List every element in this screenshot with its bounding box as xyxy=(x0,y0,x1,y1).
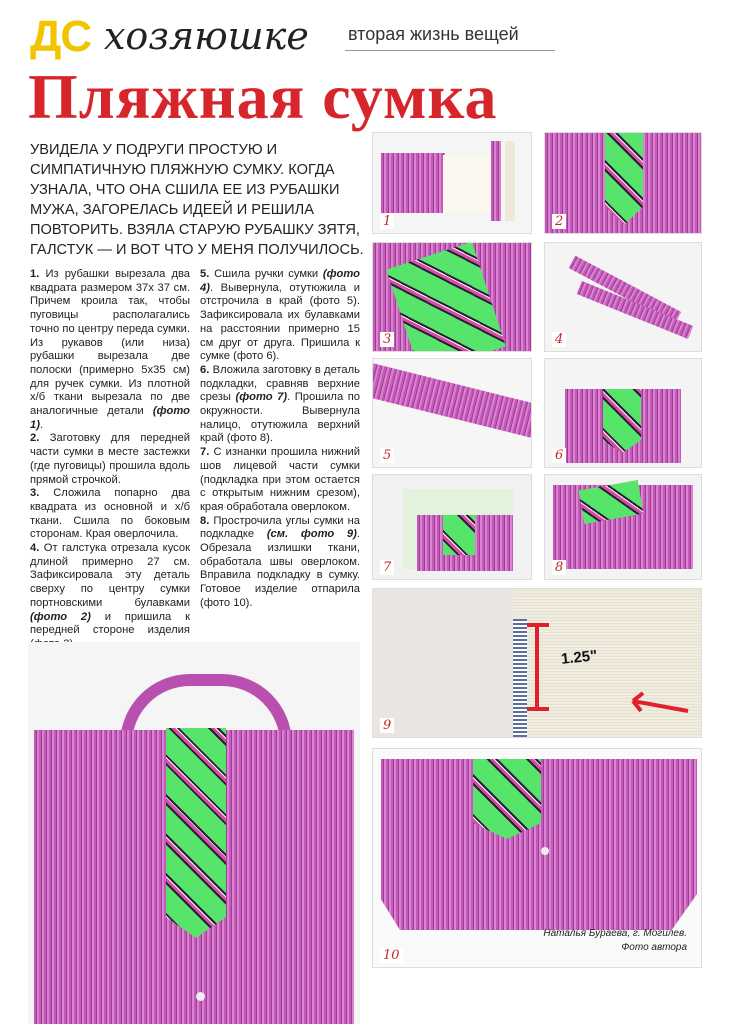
step-5: 5. Сшила ручки сумки (фото 4). Вывернула, отутюжила и отстрочила в край (фото 5). Зафиксировала их булавками на расстоянии примерно 15 см друг от друга. Пришила к сумке (фото 6). xyxy=(200,268,361,363)
photo-8 xyxy=(544,474,702,580)
step-1: 1. Из рубашки вырезала два квадрата размером 37х 37 см. Причем кроила так, чтобы пуговицы располагались точно по центру переда сумки. Из рукавов (или низа) рубашки вырезала две полоски (примерно 5х35 см) для ручек сумки. Из плотной х/б ткани вырезала по две аналогичные детали (фото 1). xyxy=(30,268,191,431)
photo-10 xyxy=(372,748,702,968)
photo-number: 4 xyxy=(552,332,566,347)
shirt-square-piece xyxy=(381,153,445,213)
photo-5 xyxy=(372,358,532,468)
photo-4 xyxy=(544,242,702,352)
step-4: 4. От галстука отрезала кусок длиной примерно 27 см. Зафиксировала эту деталь сверху по центру сумки портновскими булавками (фото 2) и пришила к передней стороне изделия xyxy=(30,542,191,637)
photo-number: 1 xyxy=(380,214,394,229)
tie-piece xyxy=(603,389,641,453)
photo-credit xyxy=(543,927,687,955)
steps-column-2 xyxy=(200,268,360,611)
measurement-annotation xyxy=(523,619,693,719)
shirt-button xyxy=(196,992,205,1001)
step-2: 2. Заготовку для передней части сумки в месте застежки (где пуговицы) прошила вдоль прямой строчкой. xyxy=(30,432,190,486)
photo-2 xyxy=(544,132,702,234)
magazine-logo: ДС xyxy=(30,12,92,61)
rubric-title: хозяюшке xyxy=(104,14,309,58)
photo-number: 6 xyxy=(552,448,566,463)
photo-number: 10 xyxy=(380,948,403,963)
steps-column-1 xyxy=(30,268,190,652)
photo-number: 5 xyxy=(380,448,394,463)
article-intro: УВИДЕЛА У ПОДРУГИ ПРОСТУЮ И СИМПАТИЧНУЮ ПЛЯЖНУЮ СУМКУ. КОГДА УЗНАЛА, ЧТО ОНА СШИЛА ЕЕ ИЗ РУБАШКИ МУЖА, ЗАГОРЕЛАСЬ ИДЕЕЙ И РЕШИЛА ПОВТОРИТЬ. ВЗЯЛА СТАРУЮ РУБАШКУ ЗЯТЯ, ГАЛСТУК — И ВОТ ЧТО У МЕНЯ ПОЛУЧИЛОСЬ. xyxy=(30,142,364,258)
author-credit: Наталья Бураева, г. Могилев. xyxy=(543,928,687,939)
photo-6 xyxy=(544,358,702,468)
handle-strip-cotton xyxy=(505,141,515,221)
photo-number: 7 xyxy=(380,560,394,575)
photo-number: 3 xyxy=(380,332,394,347)
background-fabric xyxy=(373,589,513,737)
tie-piece xyxy=(605,133,643,225)
photo-number: 2 xyxy=(552,214,566,229)
step-8: 8. Прострочила углы сумки на подкладке (см. фото 9). Обрезала излишки ткани, обработала швы оверлоком. Вправила подкладку в сумку. Готовое изделие отпарила (фото 10). xyxy=(200,514,360,609)
tie-piece xyxy=(443,515,475,555)
photo-number: 8 xyxy=(552,560,566,575)
shirt-button xyxy=(541,847,549,855)
article-title: Пляжная сумка xyxy=(28,61,498,132)
handle-strip xyxy=(372,363,532,442)
measurement-label: 1.25" xyxy=(560,647,599,668)
finished-bag-photo xyxy=(28,642,360,1024)
tie-piece xyxy=(166,728,226,938)
photo-number: 9 xyxy=(380,718,394,733)
step-6: 6. Вложила заготовку в деталь подкладки, сравняв верхние срезы (фото 7). Прошила по окружности. Вывернула налицо, отутюжила верхний край (фото 8). xyxy=(200,363,360,445)
step-3: 3. Сложила попарно два квадрата из основной и х/б ткани. Сшила по боковым сторонам. Края оверлочила. xyxy=(30,487,191,541)
step-7: 7. С изнанки прошила нижний шов лицевой части сумки (подкладка при этом остается с открытым нижним срезом), края обработала оверлоком. xyxy=(200,446,360,513)
cotton-piece xyxy=(443,155,491,213)
photo-3 xyxy=(372,242,532,352)
photo-7 xyxy=(372,474,532,580)
tie-piece xyxy=(473,759,541,839)
handle-strip xyxy=(491,141,501,221)
section-label: вторая жизнь вещей xyxy=(348,24,519,44)
photo-9 xyxy=(372,588,702,738)
photo-by: Фото автора xyxy=(621,942,687,953)
section-divider xyxy=(345,50,555,51)
photo-1 xyxy=(372,132,532,234)
